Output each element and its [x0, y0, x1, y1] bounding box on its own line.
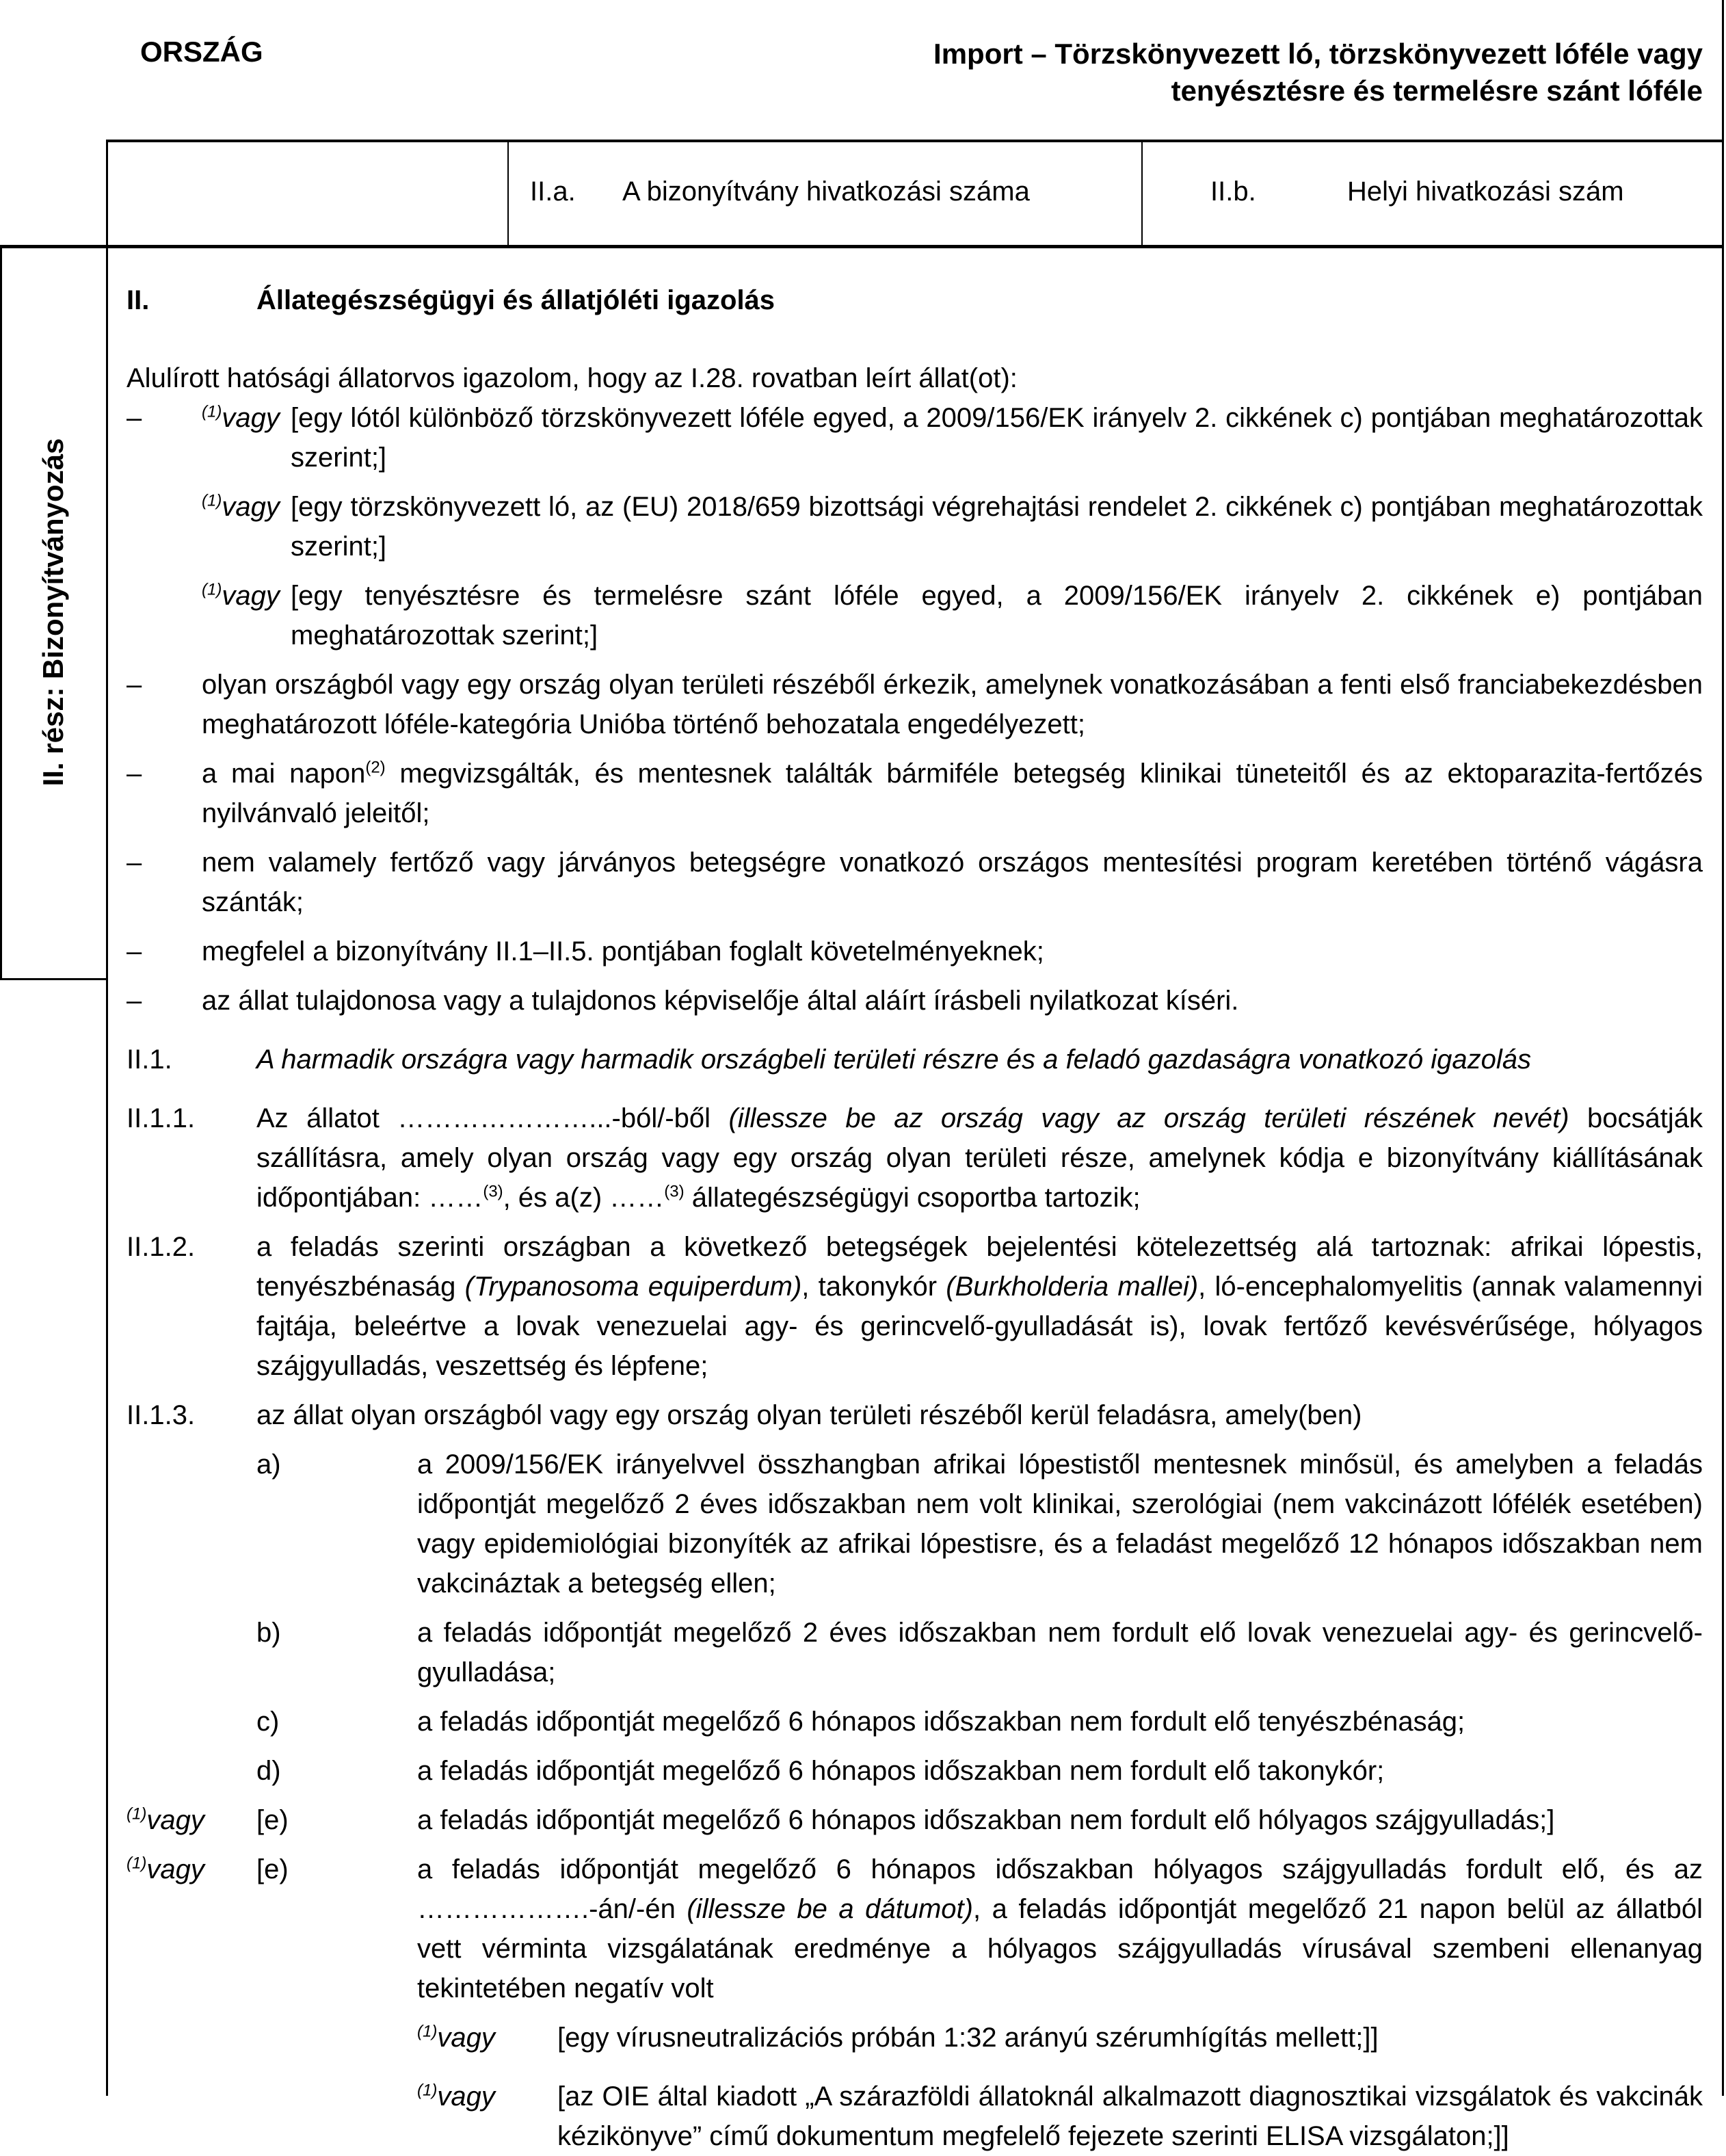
clause-item-e-option-2	[127, 1850, 1703, 2156]
certificate-body	[127, 280, 1703, 2156]
dash-bullet: –	[127, 847, 142, 878]
vagy-marker: $^{(1)}$vagy	[202, 402, 280, 433]
right-border	[1722, 0, 1724, 2096]
reference-row-bottom-border	[0, 245, 1724, 248]
item-text: a feladás időpontját megelőző 6 hónapos időszakban nem fordult elő tenyészbénaság;	[417, 1707, 1465, 1737]
section-number: II.	[127, 285, 150, 315]
dash-bullet: –	[127, 403, 142, 433]
bullet-item	[127, 981, 1703, 1021]
sub-option-text: [az OIE által kiadott „A szárazföldi állatoknál alkalmazott diagnosztikai vizsgálatok és vakcinák kézikönyve” című dokumentum megfelelő fejezete szerinti ELISA vizsgálaton;]]	[557, 2081, 1703, 2151]
bullet-text: az állat tulajdonosa vagy a tulajdonos képviselője által aláírt írásbeli nyilatkozat kíséri.	[202, 986, 1239, 1016]
vagy-marker: $^{(1)}$vagy	[127, 1804, 204, 1835]
local-ref-label: Helyi hivatkozási szám	[1347, 176, 1624, 207]
bullet-item	[127, 754, 1703, 833]
bullet-text: nem valamely fertőző vagy járványos betegségre vonatkozó országos mentesítési program keretében történő vágásra szánták;	[202, 847, 1703, 917]
content-left-border	[106, 140, 108, 2096]
item-letter: [e)	[256, 1854, 289, 1884]
item-letter: c)	[256, 1707, 280, 1737]
clause-item-a	[127, 1445, 1703, 1603]
reference-divider-2	[1141, 140, 1143, 246]
option-row	[127, 487, 1703, 566]
certificate-title	[933, 36, 1703, 109]
bullet-text: megfelel a bizonyítvány II.1–II.5. pontjában foglalt követelményeknek;	[202, 936, 1044, 967]
dash-bullet: –	[127, 986, 142, 1016]
sub-option	[417, 2077, 1703, 2156]
dash-bullet: –	[127, 759, 142, 789]
sidebar-left-border	[0, 246, 2, 980]
clause-item-e-option-1	[127, 1800, 1703, 1840]
clause-text: Az állatot …………………...-ból/-ből (illessze be az ország vagy az ország területi részének nevét) bocsátják szállításra, amely olyan ország vagy egy ország olyan területi része, amelynek kódja e bizonyítvány kiállításának időpontjában: ……$^{(3)}$, és a(z) ……$^{(3)}$ állategészségügyi csoportba tartozik;	[256, 1103, 1703, 1213]
item-text: a feladás időpontját megelőző 6 hónapos időszakban nem fordult elő takonykór;	[417, 1756, 1385, 1786]
option-row	[127, 576, 1703, 655]
clause-text: a feladás szerinti országban a következő betegségek bejelentési kötelezettség alá tartoznak: afrikai lópestis, tenyészbénaság (Trypanosoma equiperdum), takonykór (Burkholderia mallei), ló-encephalomyelitis (annak valamennyi fajtája, beleértve a lovak venezuelai agy- és gerincvelő-gyulladását is), lovak fertőző kevésvérűsége, hólyagos szájgyulladás, veszettség és lépfene;	[256, 1232, 1703, 1381]
option-text: [egy lótól különböző törzskönyvezett lóféle egyed, a 2009/156/EK irányelv 2. cikkének c) pontjában meghatározottak szerint;]	[291, 403, 1703, 473]
country-label: ORSZÁG	[140, 36, 263, 68]
bullet-item	[127, 843, 1703, 922]
sub-option	[417, 2018, 1703, 2058]
clause-II-1-2	[127, 1227, 1703, 1386]
sub-option-text: [egy vírusneutralizációs próbán 1:32 arányú szérumhígítás mellett;]]	[557, 2023, 1379, 2053]
clause-II-1-3	[127, 1395, 1703, 1435]
certificate-title-line-2: tenyésztésre és termelésre szánt lóféle	[1171, 75, 1703, 107]
sidebar-part-label: II. rész: Bizonyítványozás	[37, 438, 69, 787]
vagy-marker: $^{(1)}$vagy	[202, 491, 280, 522]
vagy-marker: $^{(1)}$vagy	[417, 2022, 495, 2053]
item-letter: a)	[256, 1449, 281, 1480]
local-ref-number: II.b.	[1210, 176, 1256, 207]
clause-number: II.1.1.	[127, 1103, 196, 1133]
item-letter: b)	[256, 1618, 281, 1648]
clause-text: az állat olyan országból vagy egy ország olyan területi részéből kerül feladásra, amely(ben)	[256, 1400, 1362, 1430]
vagy-marker: $^{(1)}$vagy	[417, 2081, 495, 2112]
item-letter: [e)	[256, 1805, 289, 1835]
clause-item-d	[127, 1751, 1703, 1791]
subsection-title: A harmadik országra vagy harmadik országbeli területi részre és a feladó gazdaságra vonatkozó igazolás	[256, 1044, 1531, 1075]
item-text: a feladás időpontját megelőző 2 éves időszakban nem fordult elő lovak venezuelai agy- és gerincvelő-gyulladása;	[417, 1618, 1703, 1687]
option-text: [egy törzskönyvezett ló, az (EU) 2018/659 bizottsági végrehajtási rendelet 2. cikkének c) pontjában meghatározottak szerint;]	[291, 492, 1703, 562]
reference-divider-1	[507, 140, 509, 246]
vagy-marker: $^{(1)}$vagy	[202, 580, 280, 611]
dash-bullet: –	[127, 670, 142, 700]
reference-row-top-border	[106, 140, 1724, 142]
sidebar-bottom-border	[0, 978, 107, 980]
clause-number: II.1.2.	[127, 1232, 196, 1262]
bullet-item	[127, 665, 1703, 744]
item-text: a 2009/156/EK irányelvvel összhangban afrikai lópestistől mentesnek minősül, és amelyben a feladás időpontját megelőző 2 éves időszakban nem volt klinikai, szerológiai (nem vakcinázott lófélék esetében) vagy epidemiológiai bizonyíték az afrikai lópestisre, és a feladást megelőző 12 hónapos időszakban nem vakcináztak a betegség ellen;	[417, 1449, 1703, 1599]
bullet-text: olyan országból vagy egy ország olyan területi részéből érkezik, amelynek vonatkozásában a fenti első franciabekezdésben meghatározott lóféle-kategória Unióba történő behozatala engedélyezett;	[202, 670, 1703, 739]
item-letter: d)	[256, 1756, 281, 1786]
clause-II-1-1	[127, 1099, 1703, 1218]
section-title: Állategészségügyi és állatjóléti igazolás	[256, 285, 775, 315]
clause-number: II.1.3.	[127, 1400, 196, 1430]
bullet-item	[127, 932, 1703, 971]
certificate-title-line-1: Import – Törzskönyvezett ló, törzskönyvezett lóféle vagy	[933, 38, 1703, 70]
subsection-number: II.1.	[127, 1044, 172, 1075]
cert-ref-number: II.a.	[530, 176, 576, 207]
dash-bullet: –	[127, 936, 142, 967]
bullet-text: a mai napon$^{(2)}$ megvizsgálták, és mentesnek találták bármiféle betegség klinikai tüneteitől és az ektoparazita-fertőzés nyilvánvaló jeleitől;	[202, 758, 1703, 828]
option-text: [egy tenyésztésre és termelésre szánt lóféle egyed, a 2009/156/EK irányelv 2. cikkének e) pontjában meghatározottak szerint;]	[291, 581, 1703, 650]
item-text: a feladás időpontját megelőző 6 hónapos időszakban nem fordult elő hólyagos szájgyulladás;]	[417, 1805, 1555, 1835]
item-text: a feladás időpontját megelőző 6 hónapos időszakban hólyagos szájgyulladás fordult elő, és az ……………….-án/-én (illessze be a dátumot), a feladás időpontját megelőző 21 napon belül az állatból vett vérminta vizsgálatának eredménye a hólyagos szájgyulladás vírusával szembeni ellenanyag tekintetében negatív volt $^{(1)}$vagy [egy vírusneutralizációs próbán 1:32 arányú szérumhígítás mellett;]] $^{(1)}$vagy [az OIE által kiadott „A szárazföldi állatoknál alkalmazott diagnosztikai vizsgálatok és vakcinák kézikönyve” című dokumentum megfelelő fejezete szerinti ELISA vizsgálaton;]]	[417, 1850, 1703, 2156]
clause-item-c	[127, 1702, 1703, 1741]
cert-ref-label: A bizonyítvány hivatkozási száma	[622, 176, 1030, 207]
clause-item-b	[127, 1613, 1703, 1692]
option-row	[127, 398, 1703, 477]
vagy-marker: $^{(1)}$vagy	[127, 1854, 204, 1884]
subsection-II-1	[127, 1040, 1703, 1079]
section-intro: Alulírott hatósági állatorvos igazolom, hogy az I.28. rovatban leírt állat(ot):	[127, 363, 1018, 393]
section-heading	[127, 280, 1703, 320]
